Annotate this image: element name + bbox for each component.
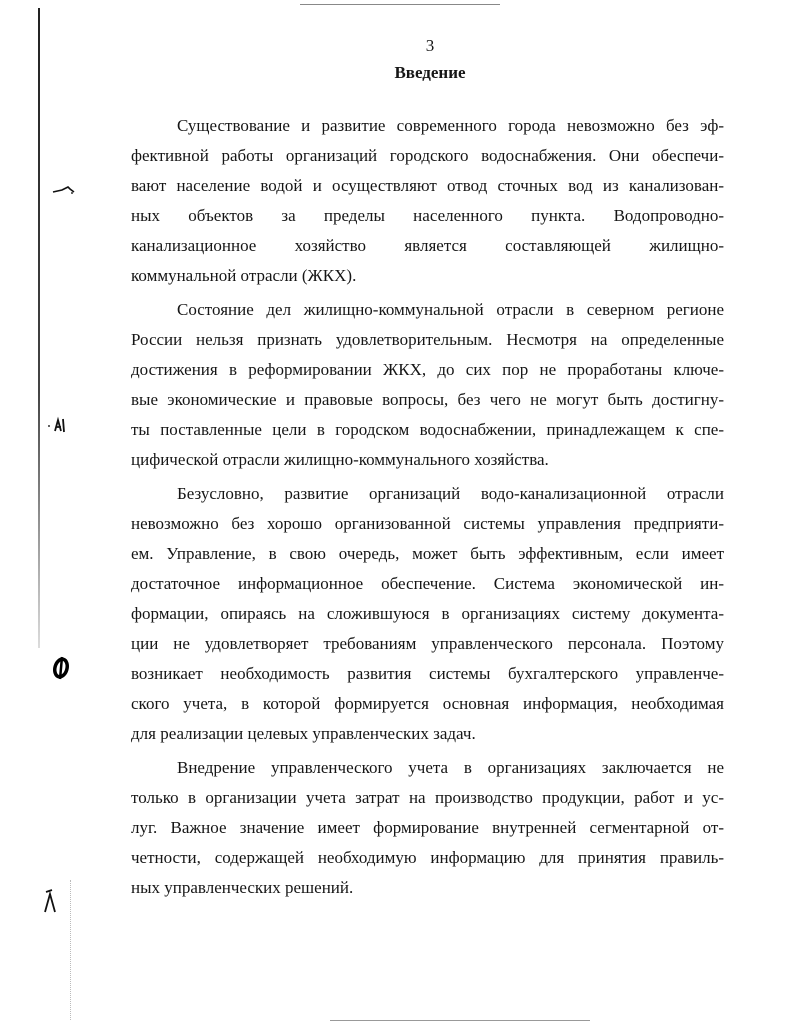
margin-ink-mark [52, 186, 76, 196]
scan-bottom-edge [330, 1020, 590, 1021]
text-line: Существование и развитие современного города невозможно без эф- [177, 116, 724, 135]
margin-ink-mark [47, 416, 69, 434]
text-line: ных объектов за пределы населенного пункта. Водопроводно- [131, 206, 724, 225]
text-line: ского учета, в которой формируется основная информация, необходимая [131, 694, 724, 713]
text-line: ции не удовлетворяет требованиям управленческого персонала. Поэтому [131, 634, 724, 653]
text-line: возникает необходимость развития системы бухгалтерского управленче- [131, 664, 724, 683]
text-line: невозможно без хорошо организованной системы управления предприяти- [131, 514, 724, 533]
page-number: 3 [425, 36, 435, 55]
text-line: канализационное хозяйство является составляющей жилищно- [131, 236, 724, 255]
text-line: цифической отрасли жилищно-коммунального хозяйства. [131, 450, 549, 469]
margin-ink-mark [40, 888, 60, 914]
paragraph [131, 295, 724, 475]
margin-ink-mark [52, 655, 72, 681]
scan-left-edge [38, 8, 40, 648]
body-text [131, 111, 724, 907]
text-line: Состояние дел жилищно-коммунальной отрасли в северном регионе [177, 300, 724, 319]
text-line: достаточное информационное обеспечение. Система экономической ин- [131, 574, 724, 593]
text-line: луг. Важное значение имеет формирование внутренней сегментарной от- [131, 818, 724, 837]
scan-top-edge [300, 4, 500, 5]
text-line: коммунальной отрасли (ЖКХ). [131, 266, 357, 285]
text-line: ем. Управление, в свою очередь, может быть эффективным, если имеет [131, 544, 724, 563]
text-line: достижения в реформировании ЖКХ, до сих пор не проработаны ключе- [131, 360, 724, 379]
section-title: Введение [394, 63, 466, 82]
text-line: Внедрение управленческого учета в организациях заключается не [177, 758, 724, 777]
paragraph [131, 753, 724, 903]
text-line: ты поставленные цели в городском водоснабжении, принадлежащем к спе- [131, 420, 724, 439]
text-line: фективной работы организаций городского водоснабжения. Они обеспечи- [131, 146, 724, 165]
text-line: для реализации целевых управленческих задач. [131, 724, 476, 743]
text-line: ных управленческих решений. [131, 878, 354, 897]
text-line: только в организации учета затрат на производство продукции, работ и ус- [131, 788, 724, 807]
text-line: Безусловно, развитие организаций водо-канализационной отрасли [177, 484, 724, 503]
text-line: вают население водой и осуществляют отвод сточных вод из канализован- [131, 176, 724, 195]
margin-dotted-line [70, 880, 72, 1020]
paragraph [131, 479, 724, 749]
text-line: формации, опираясь на сложившуюся в организациях систему документа- [131, 604, 724, 623]
text-line: вые экономические и правовые вопросы, без чего не могут быть достигну- [131, 390, 724, 409]
text-line: четности, содержащей необходимую информацию для принятия правиль- [131, 848, 724, 867]
text-line: России нельзя признать удовлетворительным. Несмотря на определенные [131, 330, 724, 349]
paragraph [131, 111, 724, 291]
